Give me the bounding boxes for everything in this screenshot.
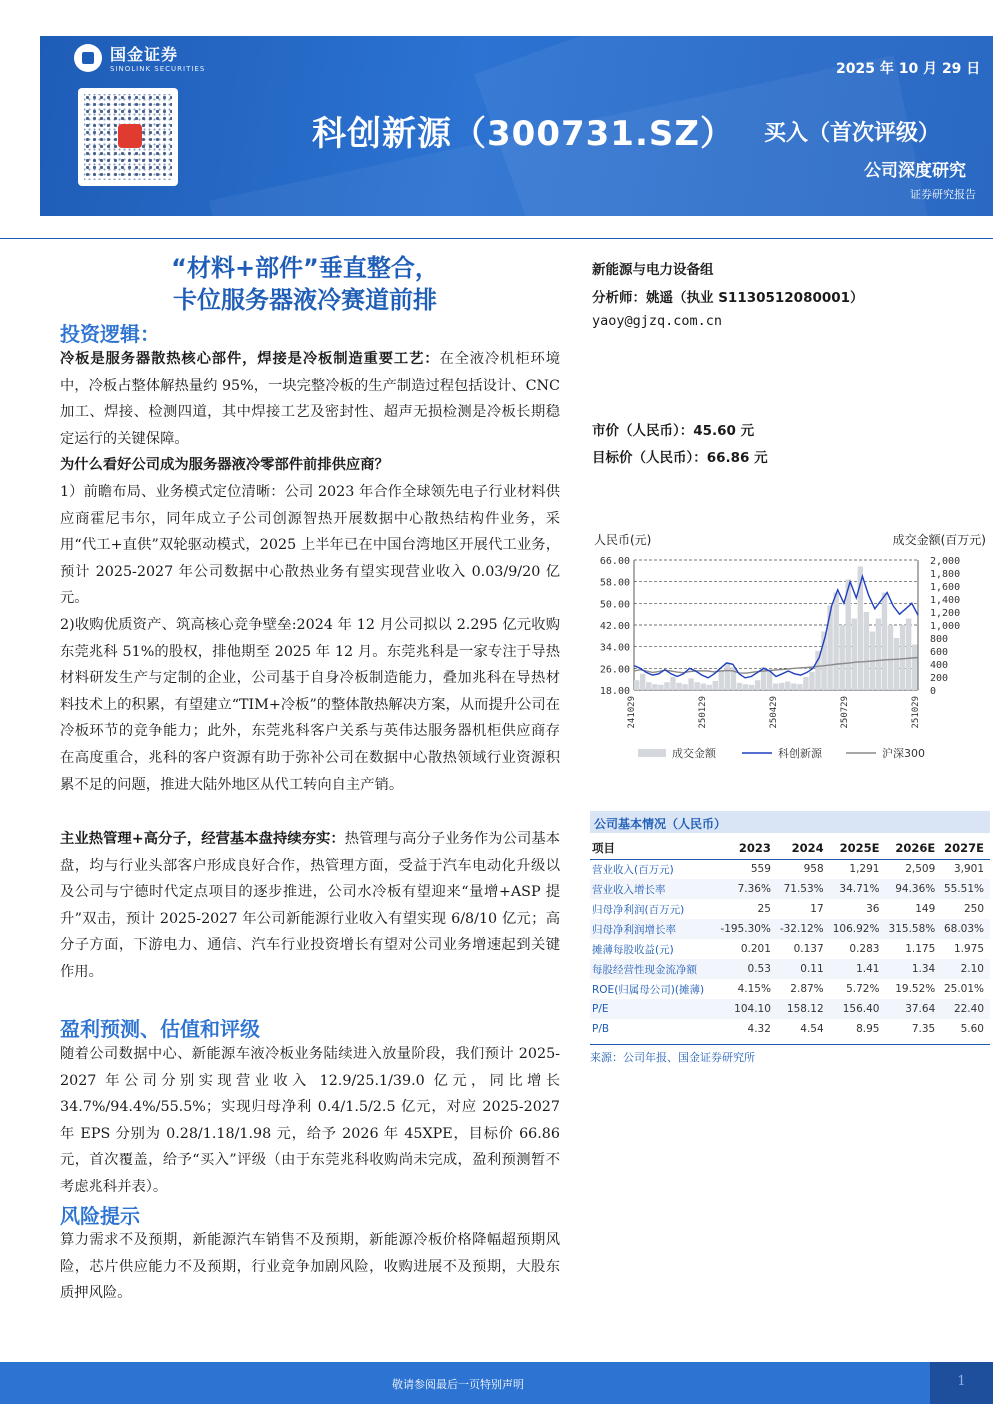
volume-bar <box>876 619 881 691</box>
table-row <box>590 859 990 879</box>
volume-bar <box>743 684 748 690</box>
table-cell: -32.12% <box>777 919 830 939</box>
footer-notice: 敬请参阅最后一页特别声明 <box>392 1378 524 1391</box>
table-cell: 营业收入(百万元) <box>592 863 674 876</box>
left-axis-label: 人民币(元) <box>594 533 652 547</box>
volume-bar <box>676 683 681 690</box>
table-cell: 5.60 <box>960 1023 984 1035</box>
table-row <box>590 959 990 979</box>
table-cell: ROE(归属母公司)(摊薄) <box>592 983 705 996</box>
legend-volume: 成交金额 <box>672 747 716 760</box>
paragraph-risk: 算力需求不及预期，新能源汽车销售不及预期，新能源冷板价格降幅超预期风险，芯片供应能力不及预期，行业竞争加剧风险，收购进展不及预期，大股东质押风险。 <box>60 1232 560 1302</box>
table-source: 来源：公司年报、国金证券研究所 <box>590 1044 990 1065</box>
report-date: 2025 年 10 月 29 日 <box>836 61 981 77</box>
volume-bar <box>779 683 784 690</box>
legend-index: 沪深300 <box>882 747 925 760</box>
right-tick-label: 600 <box>930 647 949 658</box>
volume-bar <box>888 625 893 690</box>
x-tick-label: 250429 <box>769 696 779 729</box>
volume-bar <box>773 684 778 691</box>
table-cell: 25 <box>757 903 771 915</box>
analyst-name: 分析师：姚遥（执业 S1130512080001） <box>592 290 864 306</box>
paragraph-lead: 为什么看好公司成为服务器液冷零部件前排供应商？ <box>60 457 389 473</box>
legend-volume-swatch <box>638 749 666 757</box>
headline-line-2: 卡位服务器液冷赛道前排 <box>173 286 437 314</box>
table-row <box>590 1019 990 1039</box>
volume-bar <box>755 680 760 690</box>
table-cell: 17 <box>810 903 824 915</box>
paragraph-layout: 1）前瞻布局、业务模式定位清晰：公司 2023 年合作全球领先电子行业材料供应商霍尼韦尔，同年成立子公司创源智热开展数据中心散热结构件业务，采用“代工+直供”双轮驱动模式，2025 上半年已在中国台湾地区开展代工业务，预计 2025-2027 年公司数据中心散热业务有望实现营业收入 0.03/9/20 亿元。 <box>60 484 560 607</box>
volume-bar <box>737 683 742 690</box>
footer-bar <box>0 1362 993 1404</box>
paragraph-text: 热管理与高分子业务作为公司基本盘，均与行业头部客户形成良好合作，热管理方面，受益于汽车电动化升级以及公司与宁德时代定点项目的逐步推进，公司水冷板有望迎来“量增+ASP 提升”双击，预计 2025-2027 年公司新能源行业收入有望实现 6/8/10 亿元；高分子方面，下游电力、通信、汽车行业投资增长有望对公司业务增速起到关键作用。 <box>60 831 560 980</box>
right-tick-label: 200 <box>930 673 949 684</box>
table-cell: 8.95 <box>856 1023 880 1035</box>
table-cell: P/B <box>592 1023 610 1035</box>
table-cell: 19.52% <box>895 983 936 995</box>
table-cell: 2.87% <box>790 983 824 995</box>
volume-bar <box>785 682 790 690</box>
table-cell: 71.53% <box>777 879 830 899</box>
index-line <box>634 658 918 674</box>
right-tick-label: 800 <box>930 634 949 645</box>
table-cell: P/E <box>590 999 717 1019</box>
volume-bar <box>833 593 838 691</box>
right-tick-label: 1,400 <box>930 595 961 606</box>
table-cell: 156.40 <box>830 999 886 1019</box>
financial-table <box>590 837 990 1039</box>
volume-bar <box>670 677 675 690</box>
volume-bar <box>749 685 754 690</box>
right-tick-label: 1,200 <box>930 608 961 619</box>
table-cell: 34.71% <box>830 879 886 899</box>
table-cell: 摊薄每股收益(元) <box>592 943 674 956</box>
table-cell: 5.72% <box>846 983 880 995</box>
table-cell: 7.36% <box>717 879 777 899</box>
table-cell: 36 <box>866 903 880 915</box>
report-type: 公司深度研究 <box>864 161 966 181</box>
volume-bar <box>882 593 887 691</box>
volume-bar <box>803 677 808 690</box>
right-axis-label: 成交金额(百万元) <box>892 533 986 547</box>
logo-mark-icon <box>74 44 102 72</box>
analyst-email[interactable]: yaoy@gjzq.com.cn <box>592 313 723 329</box>
price-chart <box>590 528 990 768</box>
table-row <box>590 899 990 919</box>
section-title-risk: 风险提示 <box>60 1204 140 1228</box>
company-logo <box>74 42 205 73</box>
table-cell: -195.30% <box>717 919 777 939</box>
legend-stock: 科创新源 <box>778 747 822 760</box>
table-cell: 1.34 <box>885 959 941 979</box>
left-tick-label: 34.00 <box>599 642 630 654</box>
volume-bar <box>864 612 869 690</box>
table-cell: 0.11 <box>777 959 830 979</box>
volume-bar <box>852 619 857 691</box>
volume-bar <box>906 619 911 691</box>
volume-bar <box>694 682 699 690</box>
table-row <box>590 939 990 959</box>
right-tick-label: 2,000 <box>930 556 961 567</box>
market-price: 市价（人民币）：45.60 元 <box>592 423 755 439</box>
volume-bar <box>658 685 663 690</box>
volume-bar <box>827 606 832 691</box>
table-cell: 0.137 <box>793 943 824 955</box>
qr-code-icon <box>78 88 178 186</box>
paragraph-forecast: 随着公司数据中心、新能源车液冷板业务陆续进入放量阶段，我们预计 2025-2027 年公司分别实现营业收入 12.9/25.1/39.0 亿元，同比增长 34.7%/94.4%/55.5%；实现归母净利 0.4/1.5/2.5 亿元，对应 2025-2027 年 EPS 分别为 0.28/1.18/1.98 元，给予 2026 年 45XPE，目标价 66.86 元，首次覆盖，给予“买入”评级（由于东莞兆科收购尚未完成，盈利预测暂不考虑兆科并表）。 <box>60 1046 560 1195</box>
volume-bar <box>652 684 657 690</box>
section-title-forecast: 盈利预测、估值和评级 <box>60 1017 260 1041</box>
financial-table-title: 公司基本情况（人民币） <box>590 811 990 833</box>
table-cell: 22.40 <box>941 999 990 1019</box>
logo-name-en: SINOLINK SECURITIES <box>110 65 206 73</box>
volume-bar <box>640 674 645 690</box>
stock-price-line <box>634 576 918 678</box>
report-subtype: 证券研究报告 <box>910 188 976 201</box>
paragraph-lead: 主业热管理+高分子，经营基本盘持续夯实： <box>60 831 345 847</box>
left-tick-label: 18.00 <box>599 686 630 697</box>
table-row <box>590 999 990 1019</box>
table-cell: 营业收入增长率 <box>590 879 717 899</box>
volume-bar <box>700 684 705 691</box>
table-cell: 104.10 <box>717 999 777 1019</box>
left-tick-label: 42.00 <box>599 621 630 632</box>
left-tick-label: 58.00 <box>599 577 630 589</box>
volume-bar <box>634 680 639 690</box>
table-row <box>590 919 990 939</box>
paragraph-cold-plate <box>60 346 560 452</box>
table-cell: 149 <box>915 903 936 915</box>
price-chart-svg <box>590 528 990 768</box>
volume-bar <box>839 625 844 690</box>
table-cell: 250 <box>963 903 984 915</box>
table-cell: 106.92% <box>830 919 886 939</box>
paragraph-question <box>60 452 560 479</box>
table-cell: 3,901 <box>953 863 984 876</box>
table-cell: 37.64 <box>885 999 941 1019</box>
volume-bar <box>682 684 687 690</box>
table-cell: 4.32 <box>747 1023 771 1035</box>
table-cell: 每股经营性现金流净额 <box>590 959 717 979</box>
right-tick-label: 0 <box>930 686 937 697</box>
table-row <box>590 979 990 999</box>
right-tick-label: 400 <box>930 660 949 671</box>
volume-bar <box>791 684 796 691</box>
headline-line-1: “材料+部件”垂直整合， <box>171 254 439 282</box>
left-tick-label: 26.00 <box>599 664 630 676</box>
table-header-cell: 2025E <box>830 837 886 859</box>
table-cell: 1.175 <box>905 943 936 955</box>
section-title-logic: 投资逻辑： <box>60 322 160 346</box>
volume-bar <box>707 685 712 690</box>
table-cell: 25.01% <box>943 983 984 995</box>
company-title: 科创新源（300731.SZ） <box>312 114 735 154</box>
right-tick-label: 1,600 <box>930 582 961 593</box>
paragraph-acquisition: 2)收购优质资产、筑高核心竞争壁垒:2024 年 12 月公司拟以 2.295 亿元收购东莞兆科 51%的股权，排他期至 2025 年 12 月。东莞兆科是一家专注于导热材料研发生产与定制的企业，公司基于自身冷板制造能力，叠加兆科在导热材料技术上的积累，有望建立“TIM+冷板”的整体散热解决方案，从而提升公司在冷板环节的竞争能力；此外，东莞兆科客户关系与英伟达服务器机柜供应商存在高度重合，兆科的客户资源有助于弥补公司在数据中心散热领域行业资源积累不足的问题，推进大陆外地区从代工转向自主产销。 <box>60 617 560 793</box>
volume-bar <box>646 682 651 690</box>
table-cell: 4.15% <box>737 983 771 995</box>
paragraph-text: 在全液冷机柜环境中，冷板占整体解热量约 95%，一块完整冷板的生产制造过程包括设计、CNC 加工、焊接、检测四道，其中焊接工艺及密封性、超声无损检测是冷板长期稳定运行的关键保障。 <box>60 351 560 447</box>
volume-bar <box>719 671 724 691</box>
qr-badge-icon <box>118 124 142 148</box>
table-cell: 958 <box>803 863 824 876</box>
x-tick-label: 241029 <box>627 696 637 729</box>
table-cell: 0.201 <box>740 943 771 955</box>
volume-bar <box>664 682 669 690</box>
volume-bar <box>725 663 730 690</box>
table-row <box>590 879 990 899</box>
table-cell: 55.51% <box>941 879 990 899</box>
table-header-cell: 项目 <box>590 837 717 859</box>
target-price: 目标价（人民币）：66.86 元 <box>592 450 768 466</box>
left-tick-label: 66.00 <box>599 556 630 567</box>
table-header-cell: 2023 <box>717 837 777 859</box>
volume-bar <box>912 645 917 691</box>
table-header-cell: 2027E <box>941 837 990 859</box>
table-header-cell: 2026E <box>885 837 941 859</box>
table-cell: 1.41 <box>830 959 886 979</box>
table-cell: 1,291 <box>849 863 880 876</box>
table-cell: 158.12 <box>777 999 830 1019</box>
table-cell: 2.10 <box>941 959 990 979</box>
table-cell: 归母净利润增长率 <box>590 919 717 939</box>
analyst-group: 新能源与电力设备组 <box>592 262 714 278</box>
table-cell: 2,509 <box>905 863 936 876</box>
x-tick-label: 250129 <box>698 696 708 729</box>
table-cell: 1.975 <box>953 943 984 955</box>
table-cell: 归母净利润(百万元) <box>592 903 685 916</box>
table-cell: 0.53 <box>717 959 777 979</box>
volume-bar <box>809 672 814 690</box>
rating: 买入（首次评级） <box>764 121 941 146</box>
volume-bar <box>900 625 905 690</box>
table-header-cell: 2024 <box>777 837 830 859</box>
right-tick-label: 1,000 <box>930 621 961 632</box>
table-cell: 4.54 <box>800 1023 824 1035</box>
volume-bar <box>688 678 693 690</box>
table-cell: 559 <box>750 863 771 876</box>
header-rule <box>0 238 993 239</box>
paragraph-lead: 冷板是服务器散热核心部件，焊接是冷板制造重要工艺： <box>60 351 440 367</box>
logo-name-cn: 国金证券 <box>110 45 179 64</box>
right-tick-label: 1,800 <box>930 569 961 580</box>
report-headline <box>60 252 550 316</box>
paragraph-main-business <box>60 826 560 986</box>
page-number: 1 <box>930 1362 993 1404</box>
table-cell: 7.35 <box>911 1023 936 1035</box>
volume-bar <box>713 681 718 690</box>
x-tick-label: 250729 <box>840 696 850 729</box>
table-cell: 94.36% <box>885 879 941 899</box>
left-tick-label: 50.00 <box>599 599 630 611</box>
x-tick-label: 251029 <box>911 696 921 729</box>
volume-bar <box>797 684 802 690</box>
table-cell: 315.58% <box>885 919 941 939</box>
table-cell: 0.283 <box>849 943 880 955</box>
table-cell: 68.03% <box>941 919 990 939</box>
volume-bar <box>894 638 899 690</box>
